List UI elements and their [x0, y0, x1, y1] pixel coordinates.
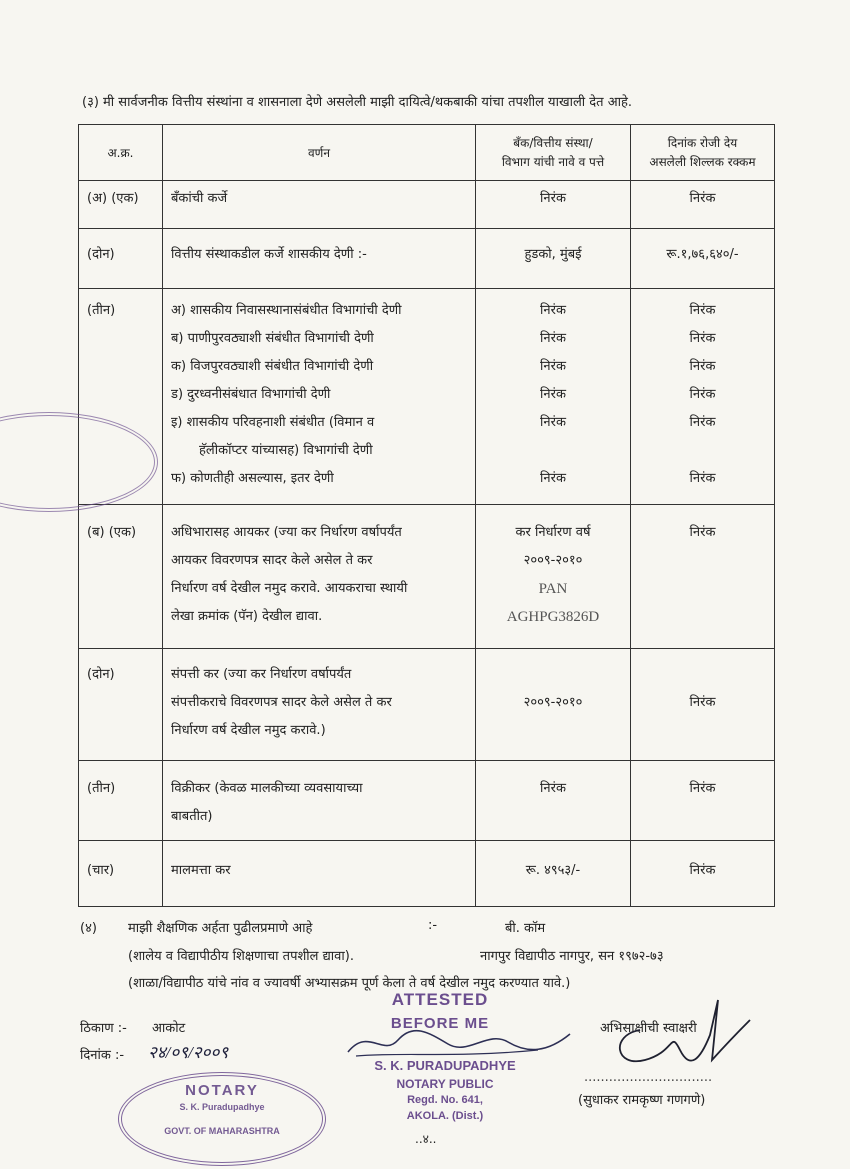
table-row	[79, 761, 775, 841]
pan-label: PAN	[538, 581, 568, 597]
education-degree: बी. कॉम	[505, 921, 546, 936]
row-serial: (तीन)	[87, 303, 116, 318]
row-description: बँकांची कर्जे	[171, 191, 228, 206]
signature-dots: ...............................	[584, 1070, 713, 1085]
date-label: दिनांक :-	[80, 1048, 125, 1063]
nil-value: निरंक	[689, 471, 716, 486]
education-instruction: (शालेय व विद्यापीठीय शिक्षणाचा तपशील द्यावा).	[128, 949, 354, 964]
row-amount: निरंक	[689, 191, 716, 206]
pan-number: AGHPG3826D	[506, 609, 600, 625]
liabilities-table	[78, 124, 775, 907]
header-amount-line2: असलेली शिल्लक रक्कम	[649, 154, 756, 169]
education-label: माझी शैक्षणिक अर्हता पुढीलप्रमाणे आहे	[128, 921, 313, 936]
row-bank: निरंक	[540, 191, 566, 206]
nil-value: निरंक	[540, 387, 566, 402]
section3-heading: (३) मी सार्वजनीक वित्तीय संस्थांना व शासनाला देणे असलेली माझी दायित्वे/थकबाकी यांचा तपशील याखाली देत आहे.	[82, 95, 633, 110]
signature-label: अभिसाक्षीची स्वाक्षरी	[600, 1021, 697, 1036]
education-note: (शाळा/विद्यापीठ यांचे नांव व ज्यावर्षी अभ्यासक्रम पूर्ण केला ते वर्ष देखील नमुद करण्यात यावे.)	[128, 976, 571, 991]
row-serial: (दोन)	[87, 667, 115, 682]
table-row	[79, 505, 775, 649]
row-serial: (दोन)	[87, 247, 115, 262]
table-row	[79, 649, 775, 761]
row-bank: रू. ४९५३/-	[525, 863, 581, 878]
notary-place: AKOLA. (Dist.)	[406, 1110, 484, 1122]
income-tax-line4: लेखा क्रमांक (पॅन) देखील द्यावा.	[171, 609, 323, 624]
table-row	[79, 181, 775, 229]
nil-value: निरंक	[540, 359, 566, 374]
row-serial: (तीन)	[87, 781, 116, 796]
nil-value: निरंक	[689, 387, 716, 402]
section4-number: (४)	[80, 921, 97, 936]
nil-value: निरंक	[689, 303, 716, 318]
nil-value: निरंक	[540, 303, 566, 318]
header-bank-line2: विभाग यांची नावे व पत्ते	[501, 154, 605, 169]
notary-signature	[338, 1022, 578, 1062]
nil-value: निरंक	[689, 359, 716, 374]
round-notary-stamp	[118, 1072, 326, 1166]
sales-tax-line2: बाबतीत)	[171, 809, 213, 824]
education-colon: :-	[428, 918, 438, 933]
place-label: ठिकाण :-	[80, 1021, 127, 1036]
assessment-year: २००९-२०१०	[523, 553, 583, 568]
page-marker: ..४..	[415, 1132, 437, 1146]
stamp-notary-name: S. K. Puradupadhye	[179, 1102, 265, 1112]
place-value: आकोट	[152, 1021, 186, 1036]
govt-dues-other: फ) कोणतीही असल्यास, इतर देणी	[171, 471, 334, 486]
nil-value: निरंक	[540, 471, 566, 486]
header-serial: अ.क्र.	[79, 125, 163, 181]
row-amount: निरंक	[689, 525, 716, 540]
nil-value: निरंक	[689, 331, 716, 346]
notary-regd: Regd. No. 641,	[407, 1094, 483, 1106]
nil-value: निरंक	[540, 331, 566, 346]
table-row	[79, 289, 775, 505]
table-row	[79, 841, 775, 907]
row-bank: हुडको, मुंबई	[524, 247, 582, 262]
row-serial: (ब) (एक)	[87, 525, 137, 540]
before-me-stamp: BEFORE ME	[390, 1015, 490, 1032]
income-tax-line1: अधिभारासह आयकर (ज्या कर निर्धारण वर्षापर्यंत	[171, 525, 402, 540]
education-university: नागपुर विद्यापीठ नागपुर, सन १९७२-७३	[480, 949, 664, 964]
notary-title: NOTARY PUBLIC	[396, 1077, 494, 1091]
table-header-row	[79, 125, 775, 181]
signatory-name: (सुधाकर रामकृष्ण गणगणे)	[578, 1093, 706, 1108]
row-serial: (चार)	[87, 863, 115, 878]
row-amount: निरंक	[689, 863, 716, 878]
govt-dues-housing: अ) शासकीय निवासस्थानासंबंधीत विभागांची देणी	[171, 303, 402, 318]
stamp-govt: GOVT. OF MAHARASHTRA	[164, 1126, 280, 1136]
govt-dues-transport: इ) शासकीय परिवहनाशी संबंधीत (विमान व	[171, 415, 375, 430]
row-description: मालमत्ता कर	[171, 863, 231, 878]
header-bank-line1: बँक/वित्तीय संस्था/	[513, 135, 593, 150]
income-tax-line3: निर्धारण वर्ष देखील नमुद करावे. आयकराचा स्थायी	[171, 581, 408, 596]
nil-value: निरंक	[689, 415, 716, 430]
header-bank	[476, 125, 631, 181]
date-value: २४/०९/२००९	[148, 1043, 229, 1062]
deponent-signature	[600, 990, 760, 1070]
govt-dues-electricity: क) विजपुरवठ्याशी संबंधीत विभागांची देणी	[171, 359, 374, 374]
row-amount: रू.१,७६,६४०/-	[666, 247, 739, 262]
assessment-year-label: कर निर्धारण वर्ष	[515, 525, 591, 540]
attested-stamp: ATTESTED	[391, 990, 489, 1009]
income-tax-line2: आयकर विवरणपत्र सादर केले असेल ते कर	[171, 553, 373, 568]
row-amount: निरंक	[689, 781, 716, 796]
row-serial: (अ) (एक)	[87, 191, 139, 206]
table-row	[79, 229, 775, 289]
row-description: वित्तीय संस्थाकडील कर्जे शासकीय देणी :-	[171, 247, 367, 262]
header-amount	[631, 125, 775, 181]
header-description: वर्णन	[163, 125, 476, 181]
notary-name: S. K. PURADUPADHYE	[374, 1058, 516, 1073]
row-bank: २००९-२०१०	[523, 695, 583, 710]
govt-dues-telephone: ड) दुरध्वनीसंबंधात विभागांची देणी	[171, 387, 331, 402]
govt-dues-transport-cont: हॅलीकॉप्टर यांच्यासह) विभागांची देणी	[199, 443, 373, 458]
header-amount-line1: दिनांक रोजी देय	[667, 135, 738, 150]
stamp-notary-word: NOTARY	[185, 1082, 259, 1099]
wealth-tax-line1: संपत्ती कर (ज्या कर निर्धारण वर्षापर्यंत	[171, 667, 352, 682]
govt-dues-water: ब) पाणीपुरवठ्याशी संबंधीत विभागांची देणी	[171, 331, 374, 346]
nil-value: निरंक	[540, 415, 566, 430]
row-bank: निरंक	[540, 781, 566, 796]
row-amount: निरंक	[689, 695, 716, 710]
wealth-tax-line3: निर्धारण वर्ष देखील नमुद करावे.)	[171, 723, 326, 738]
sales-tax-line1: विक्रीकर (केवळ मालकीच्या व्यवसायाच्या	[171, 781, 363, 796]
wealth-tax-line2: संपत्तीकराचे विवरणपत्र सादर केले असेल ते कर	[171, 695, 392, 710]
